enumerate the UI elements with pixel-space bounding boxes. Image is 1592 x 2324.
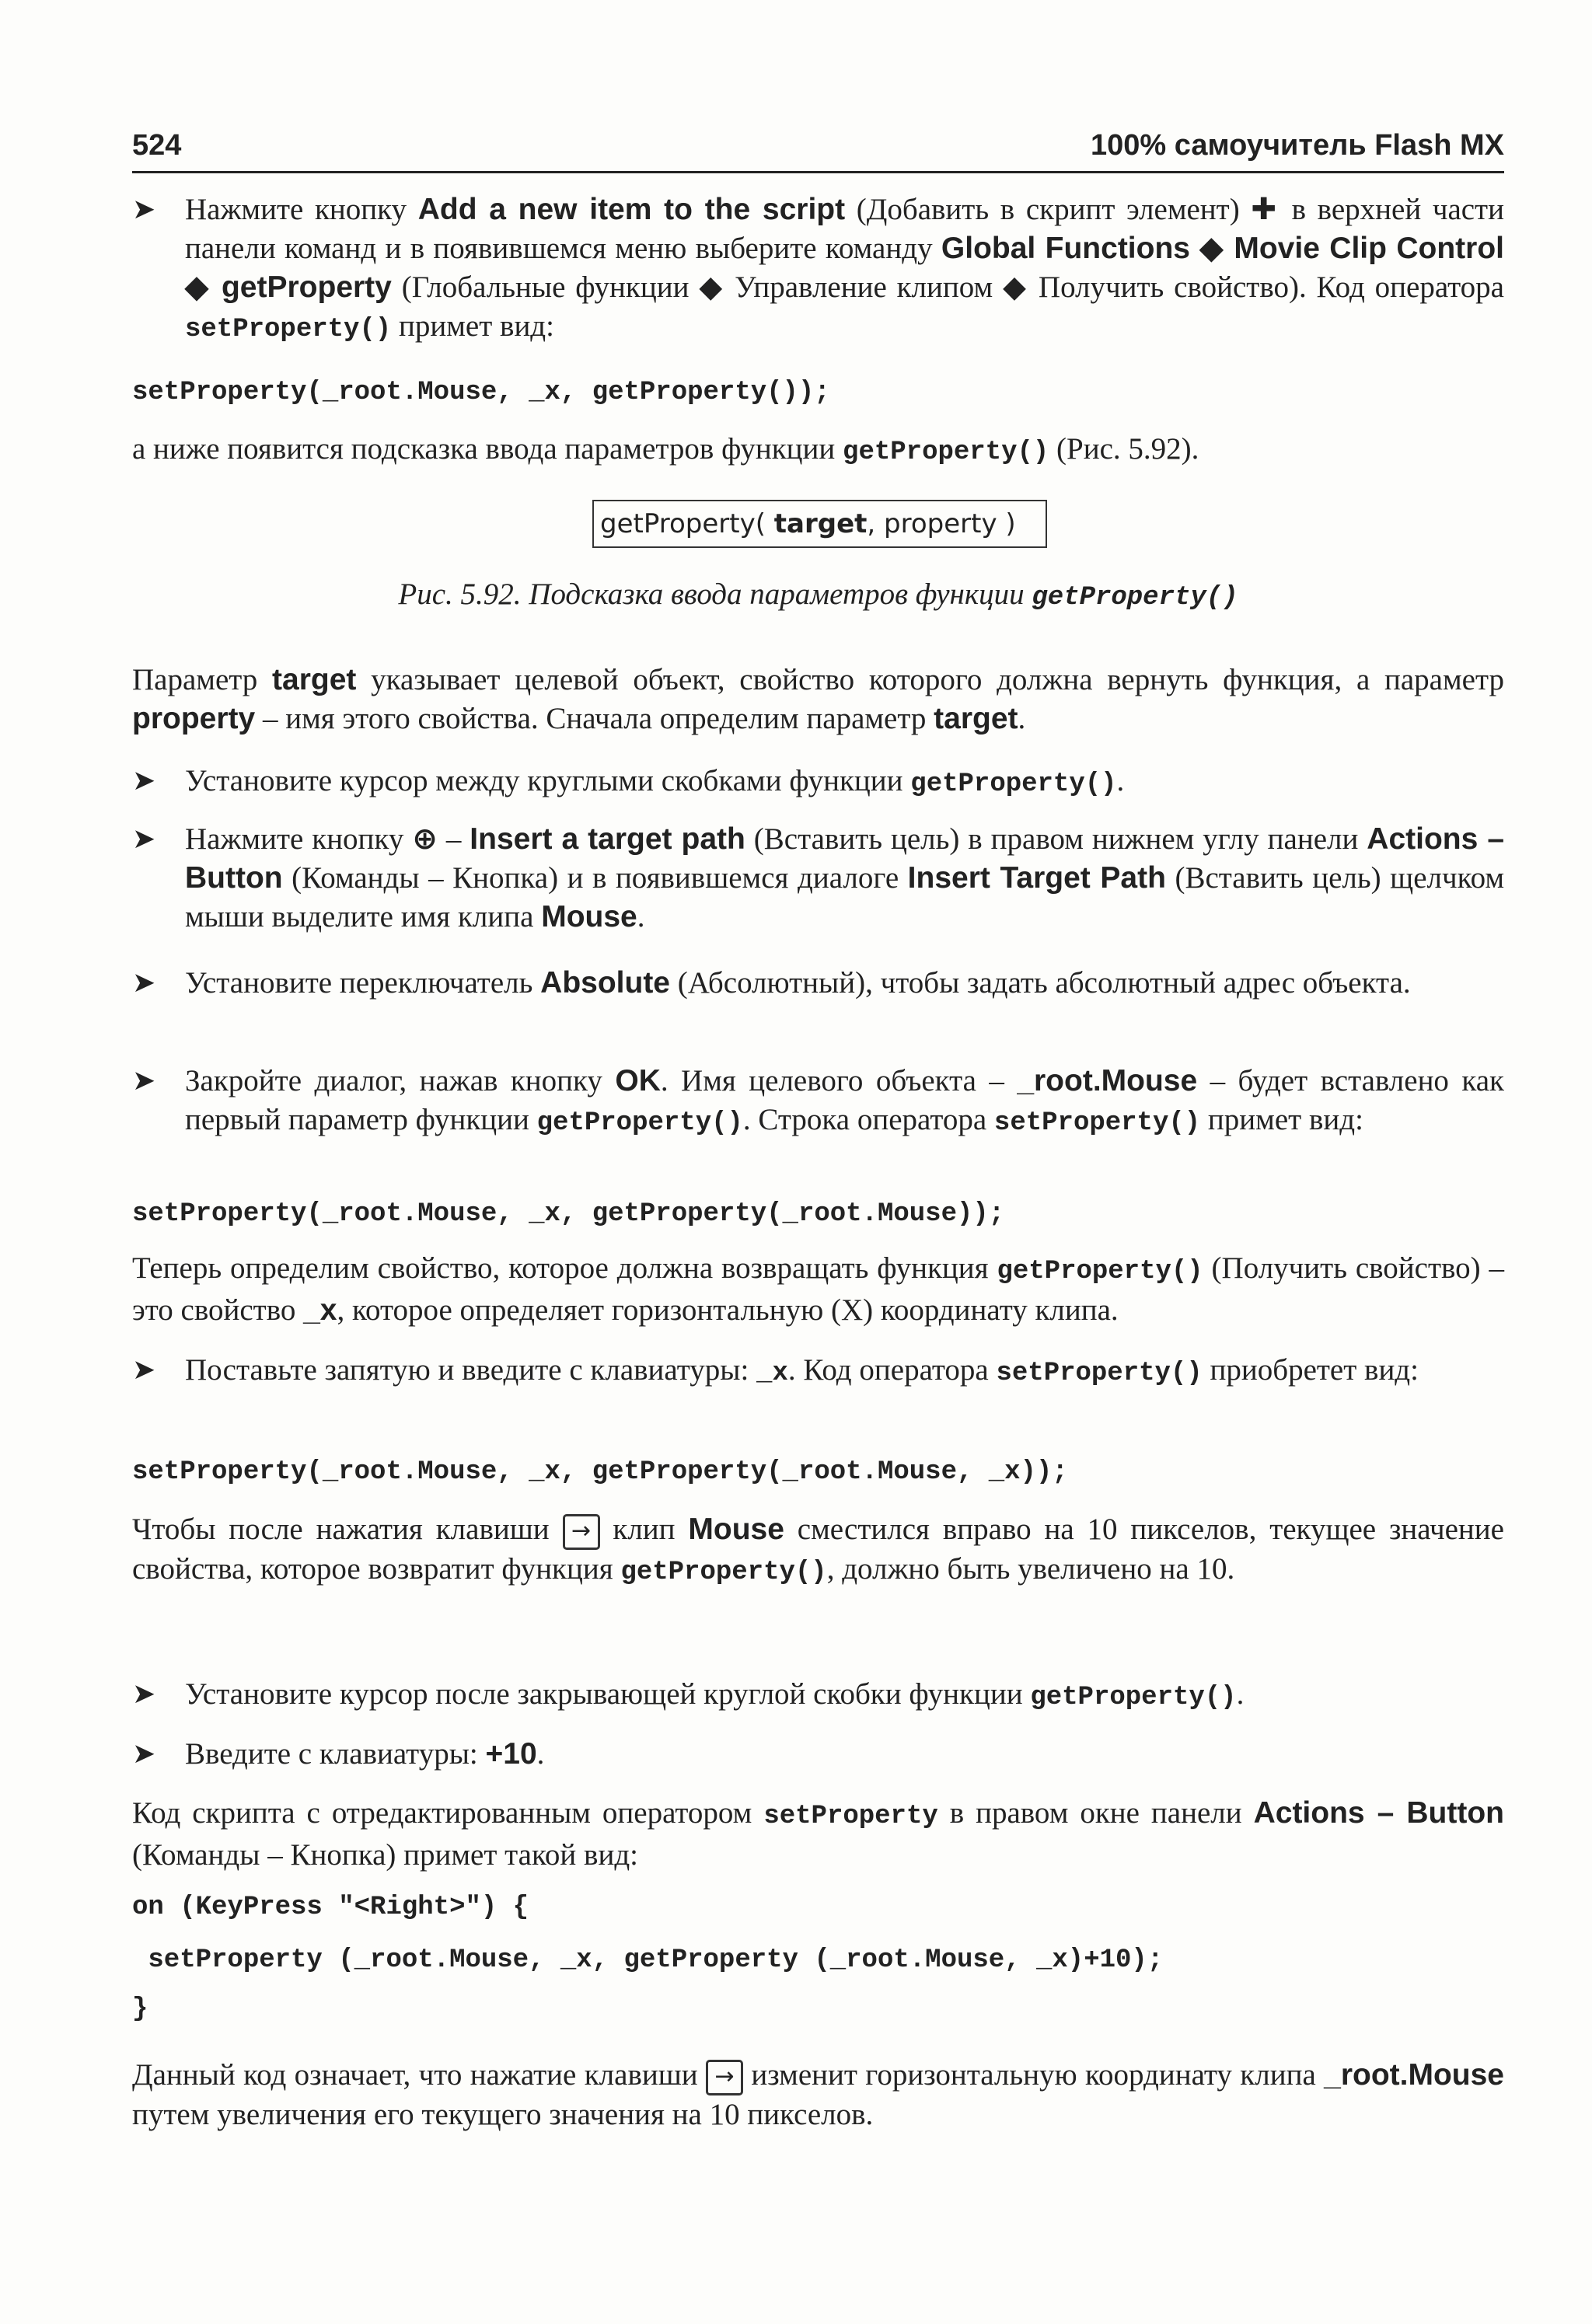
book-page: 524 100% самоучитель Flash MX ➤ Нажмите кнопку Add a new item to the script (Добавить в скрипт элемент) ✚ в верхней части панели команд и в появившемся меню выберите команду Global Functions ◆ Movie Clip Control ◆ getProperty (Глобальные функции ◆ Управление клипом ◆ Получить свойство). Код оператора setProperty() примет вид: setProperty(_root.Mouse, _x, getProperty()); а ниже появится подсказка ввода параметров функции getProperty() (Рис. 5.92). getProperty( target, property ) Рис. 5.92. Подсказка ввода параметров функции getProperty() Параметр target указывает целевой объект, свойство которого должна вернуть функция, а параметр property – имя этого свойства. Сначала определим параметр target. ➤ Установите курсор между круглыми скобками функции getProperty(). ➤ Нажмите кнопку ⊕ – Insert a target path (Вставить цель) в правом нижнем углу панели Actions – Button (Команды – Кнопка) и в появившемся диалоге Insert Target Path (Вставить цель) щелчком мыши выделите имя клипа Mouse. ➤ Установите переключатель Absolute (Абсолютный), чтобы задать абсолютный адрес объекта. ➤ Закройте диалог, нажав кнопку OK. Имя целевого объекта – _root.Mouse – будет вставлено как первый параметр функции getProperty(). Строка оператора setProperty() примет вид: setProperty(_root.Mouse, _x, getProperty(_root.Mouse)); Теперь определим свойство, которое должна возвращать функция getProperty() (Получить свойство) – это свойство _x, которое определяет горизонтальную (X) координату клипа. ➤ Поставьте запятую и введите с клавиатуры: _x. Код оператора setProperty() приобретет вид: setProperty(_root.Mouse, _x, getProperty(_root.Mouse, _x)); Чтобы после нажатия клавиши → клип Mouse сместился вправо на 10 пикселов, текущее значение свойства, которое возвратит функция getProperty(), должно быть увеличено на 10. ➤ Установите курсор после закрывающей круглой скобки функции getProperty(). ➤ Введите с клавиатуры: +10. Код скрипта с отредактированным оператором setProperty в правом окне панели Actions – Button (Команды – Кнопка) примет такой вид: on (KeyPress "<Right>") { setProperty (_root.Mouse, _x, getProperty (_root.Mouse, _x)+10); } Данный код означает, что нажатие клавиши → изменит горизонтальную координату клипа _root.Mouse путем увеличения его текущего значения на 10 пикселов. <box>0 0 1592 2324</box>
bullet-arrow-icon: ➤ <box>132 1678 156 1710</box>
code-block-line-2: setProperty (_root.Mouse, _x, getProperty (_root.Mouse, _x)+10); <box>132 1945 1164 1975</box>
code-block-line-1: on (KeyPress "<Right>") { <box>132 1893 529 1922</box>
add-item-icon: ✚ <box>1251 192 1280 227</box>
code-line-3: setProperty(_root.Mouse, _x, getProperty(_root.Mouse, _x)); <box>132 1457 1068 1487</box>
bullet-arrow-icon: ➤ <box>132 823 156 855</box>
page-header <box>132 126 1504 173</box>
right-arrow-key-icon: → <box>563 1514 600 1550</box>
paragraph-target: Параметр target указывает целевой объект, свойство которого должна вернуть функция, а параметр property – имя этого свойства. Сначала определим параметр target. <box>132 663 1504 735</box>
code-line-2: setProperty(_root.Mouse, _x, getProperty(_root.Mouse)); <box>132 1199 1005 1229</box>
bullet-arrow-icon: ➤ <box>132 765 156 797</box>
figure-caption: Рис. 5.92. Подсказка ввода параметров функции getProperty() <box>398 578 1238 612</box>
bullet-arrow-icon: ➤ <box>132 194 156 225</box>
parameter-hint-figure: getProperty( target, property ) <box>592 500 1047 548</box>
bullet-arrow-icon: ➤ <box>132 967 156 999</box>
code-line-1: setProperty(_root.Mouse, _x, getProperty()); <box>132 378 830 407</box>
bullet-arrow-icon: ➤ <box>132 1065 156 1097</box>
right-arrow-key-icon: → <box>706 2060 743 2095</box>
paragraph-hint: а ниже появится подсказка ввода параметров функции getProperty() (Рис. 5.92). <box>132 432 1199 467</box>
paragraph-script: Код скрипта с отредактированным оператором setProperty в правом окне панели Actions – Button (Команды – Кнопка) примет такой вид: <box>132 1796 1504 1872</box>
code-block-line-3: } <box>132 1994 148 2024</box>
step-text: Нажмите кнопку Add a new item to the script (Добавить в скрипт элемент) ✚ в верхней части панели команд и в появившемся меню выберите команду Global Functions ◆ Movie Clip Control ◆ getProperty (Глобальные функции ◆ Управление клипом ◆ Получить свойство). Код оператора setProperty() примет вид: <box>185 192 1504 344</box>
target-path-icon: ⊕ <box>412 822 438 857</box>
page-number: 524 <box>132 129 182 162</box>
bullet-arrow-icon: ➤ <box>132 1354 156 1386</box>
bullet-arrow-icon: ➤ <box>132 1738 156 1770</box>
running-title: 100% самоучитель Flash MX <box>1091 129 1504 162</box>
paragraph-key-right: Чтобы после нажатия клавиши → клип Mouse сместился вправо на 10 пикселов, текущее значение свойства, которое возвратит функция getProperty(), должно быть увеличено на 10. <box>132 1513 1504 1588</box>
paragraph-conclusion: Данный код означает, что нажатие клавиши → изменит горизонтальную координату клипа _root.Mouse путем увеличения его текущего значения на 10 пикселов. <box>132 2058 1504 2132</box>
paragraph-property: Теперь определим свойство, которое должна возвращать функция getProperty() (Получить свойство) – это свойство _x, которое определяет горизонтальную (X) координату клипа. <box>132 1251 1505 1327</box>
